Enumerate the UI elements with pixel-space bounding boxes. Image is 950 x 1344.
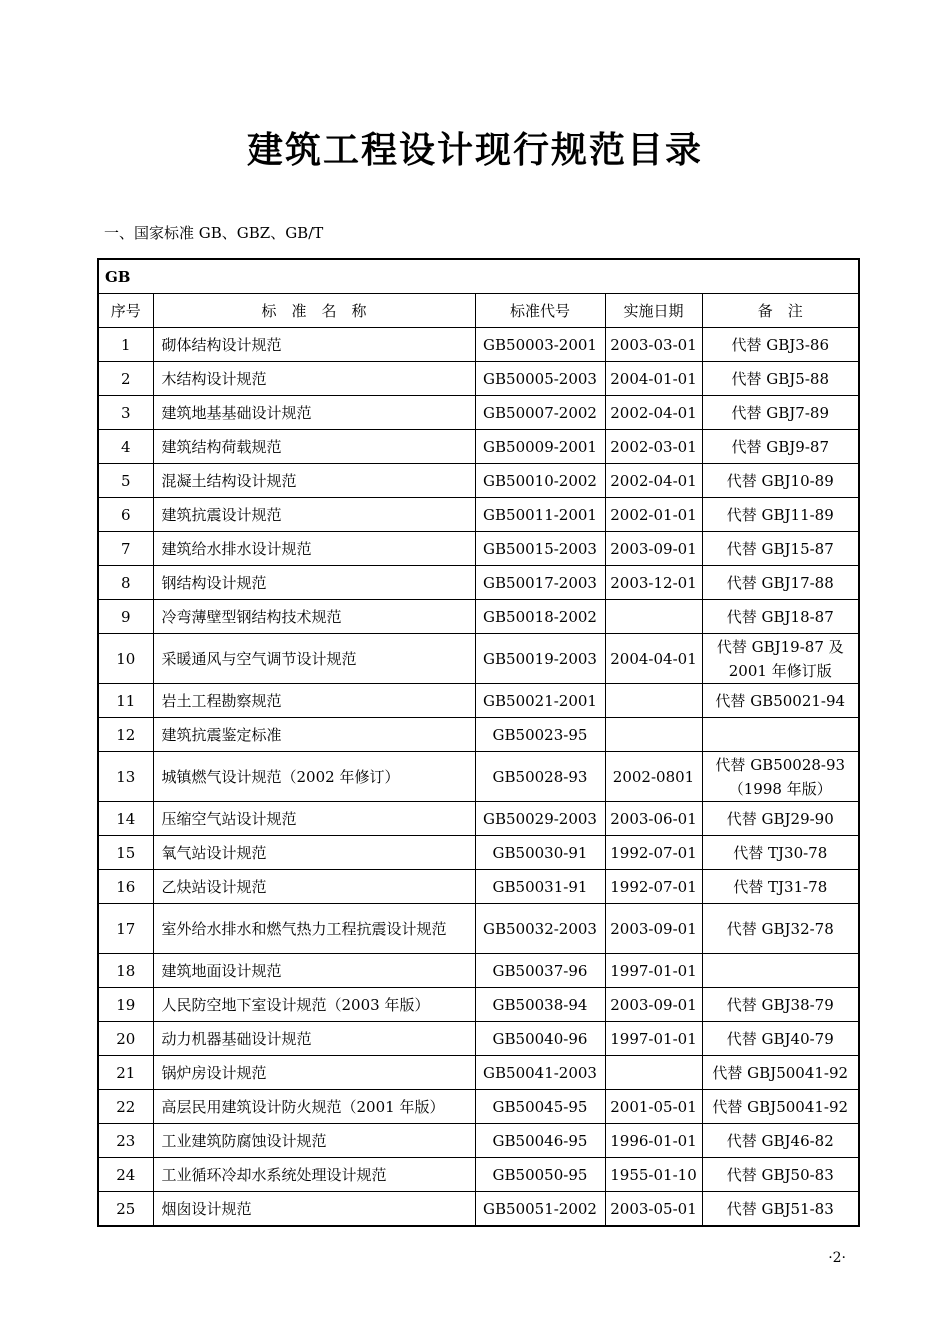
cell-no: 25	[98, 1192, 153, 1227]
cell-date: 2002-04-01	[605, 396, 702, 430]
cell-name: 钢结构设计规范	[153, 566, 475, 600]
cell-name: 室外给水排水和燃气热力工程抗震设计规范	[153, 904, 475, 954]
cell-code: GB50028-93	[475, 752, 605, 802]
cell-no: 20	[98, 1022, 153, 1056]
cell-code: GB50037-96	[475, 954, 605, 988]
table-row	[98, 988, 859, 1022]
document-title: 建筑工程设计现行规范目录	[246, 130, 703, 171]
cell-note: 代替 GBJ29-90	[702, 802, 859, 836]
cell-no: 8	[98, 566, 153, 600]
cell-name: 高层民用建筑设计防火规范（2001 年版）	[153, 1090, 475, 1124]
table-row	[98, 600, 859, 634]
cell-name: 建筑抗震设计规范	[153, 498, 475, 532]
cell-code: GB50015-2003	[475, 532, 605, 566]
table-row	[98, 802, 859, 836]
header-no: 序号	[98, 294, 153, 328]
cell-name: 建筑抗震鉴定标准	[153, 718, 475, 752]
cell-note: 代替 GBJ40-79	[702, 1022, 859, 1056]
table-row	[98, 904, 859, 954]
cell-note: 代替 GBJ7-89	[702, 396, 859, 430]
table-group-label: GB	[98, 259, 859, 294]
table-row	[98, 870, 859, 904]
table-row	[98, 1192, 859, 1227]
cell-name: 乙炔站设计规范	[153, 870, 475, 904]
cell-code: GB50051-2002	[475, 1192, 605, 1227]
cell-name: 动力机器基础设计规范	[153, 1022, 475, 1056]
header-name: 标 准 名 称	[153, 294, 475, 328]
cell-name: 砌体结构设计规范	[153, 328, 475, 362]
table-body	[98, 328, 859, 1227]
table-row	[98, 362, 859, 396]
cell-name: 木结构设计规范	[153, 362, 475, 396]
cell-code: GB50031-91	[475, 870, 605, 904]
cell-date: 2002-03-01	[605, 430, 702, 464]
page-number: ·2·	[828, 1250, 846, 1266]
cell-no: 6	[98, 498, 153, 532]
cell-name: 城镇燃气设计规范（2002 年修订）	[153, 752, 475, 802]
cell-code: GB50019-2003	[475, 634, 605, 684]
cell-date: 2002-0801	[605, 752, 702, 802]
cell-date: 2001-05-01	[605, 1090, 702, 1124]
cell-date: 2003-09-01	[605, 532, 702, 566]
cell-date: 2004-01-01	[605, 362, 702, 396]
table-row	[98, 1056, 859, 1090]
cell-code: GB50023-95	[475, 718, 605, 752]
table-row	[98, 684, 859, 718]
cell-note: 代替 GBJ15-87	[702, 532, 859, 566]
table-row	[98, 430, 859, 464]
table-row	[98, 328, 859, 362]
table-row	[98, 1124, 859, 1158]
cell-note: 代替 GBJ32-78	[702, 904, 859, 954]
cell-note: 代替 GBJ51-83	[702, 1192, 859, 1227]
cell-code: GB50018-2002	[475, 600, 605, 634]
cell-no: 2	[98, 362, 153, 396]
cell-no: 23	[98, 1124, 153, 1158]
table-row	[98, 954, 859, 988]
standards-table	[97, 258, 860, 1227]
header-code: 标准代号	[475, 294, 605, 328]
cell-note: 代替 TJ31-78	[702, 870, 859, 904]
cell-date: 1996-01-01	[605, 1124, 702, 1158]
cell-note: 代替 GBJ46-82	[702, 1124, 859, 1158]
cell-note: 代替 GBJ50-83	[702, 1158, 859, 1192]
cell-name: 建筑结构荷载规范	[153, 430, 475, 464]
cell-date: 2003-03-01	[605, 328, 702, 362]
cell-code: GB50046-95	[475, 1124, 605, 1158]
cell-name: 工业建筑防腐蚀设计规范	[153, 1124, 475, 1158]
cell-date	[605, 718, 702, 752]
cell-no: 24	[98, 1158, 153, 1192]
cell-note: 代替 GBJ17-88	[702, 566, 859, 600]
cell-note: 代替 GBJ38-79	[702, 988, 859, 1022]
table-row	[98, 718, 859, 752]
cell-code: GB50038-94	[475, 988, 605, 1022]
cell-note: 代替 GBJ3-86	[702, 328, 859, 362]
table-row	[98, 1090, 859, 1124]
cell-no: 13	[98, 752, 153, 802]
table-row	[98, 634, 859, 684]
cell-date	[605, 684, 702, 718]
cell-no: 19	[98, 988, 153, 1022]
cell-date: 2003-06-01	[605, 802, 702, 836]
cell-note: 代替 GBJ50041-92	[702, 1056, 859, 1090]
cell-name: 建筑给水排水设计规范	[153, 532, 475, 566]
cell-date: 1992-07-01	[605, 870, 702, 904]
cell-note: 代替 GBJ11-89	[702, 498, 859, 532]
cell-date: 2002-04-01	[605, 464, 702, 498]
cell-code: GB50045-95	[475, 1090, 605, 1124]
cell-no: 17	[98, 904, 153, 954]
cell-name: 冷弯薄壁型钢结构技术规范	[153, 600, 475, 634]
cell-code: GB50011-2001	[475, 498, 605, 532]
cell-code: GB50021-2001	[475, 684, 605, 718]
cell-note: 代替 TJ30-78	[702, 836, 859, 870]
cell-date: 2003-09-01	[605, 904, 702, 954]
cell-name: 岩土工程勘察规范	[153, 684, 475, 718]
cell-name: 氧气站设计规范	[153, 836, 475, 870]
cell-no: 7	[98, 532, 153, 566]
cell-date	[605, 1056, 702, 1090]
cell-name: 工业循环冷却水系统处理设计规范	[153, 1158, 475, 1192]
cell-no: 3	[98, 396, 153, 430]
cell-name: 建筑地面设计规范	[153, 954, 475, 988]
cell-name: 混凝土结构设计规范	[153, 464, 475, 498]
cell-date: 2003-12-01	[605, 566, 702, 600]
cell-code: GB50040-96	[475, 1022, 605, 1056]
cell-no: 9	[98, 600, 153, 634]
cell-no: 14	[98, 802, 153, 836]
cell-note: 代替 GBJ50041-92	[702, 1090, 859, 1124]
cell-name: 建筑地基基础设计规范	[153, 396, 475, 430]
cell-code: GB50041-2003	[475, 1056, 605, 1090]
cell-code: GB50009-2001	[475, 430, 605, 464]
cell-date: 2004-04-01	[605, 634, 702, 684]
cell-no: 21	[98, 1056, 153, 1090]
cell-date: 2003-09-01	[605, 988, 702, 1022]
cell-code: GB50050-95	[475, 1158, 605, 1192]
cell-code: GB50017-2003	[475, 566, 605, 600]
cell-note	[702, 954, 859, 988]
cell-note: 代替 GB50028-93（1998 年版）	[702, 752, 859, 802]
cell-no: 15	[98, 836, 153, 870]
cell-date: 1997-01-01	[605, 1022, 702, 1056]
cell-code: GB50032-2003	[475, 904, 605, 954]
cell-name: 锅炉房设计规范	[153, 1056, 475, 1090]
cell-no: 22	[98, 1090, 153, 1124]
cell-date: 2002-01-01	[605, 498, 702, 532]
cell-no: 12	[98, 718, 153, 752]
cell-code: GB50005-2003	[475, 362, 605, 396]
table-row	[98, 752, 859, 802]
cell-no: 18	[98, 954, 153, 988]
cell-no: 11	[98, 684, 153, 718]
cell-date	[605, 600, 702, 634]
cell-code: GB50010-2002	[475, 464, 605, 498]
cell-no: 1	[98, 328, 153, 362]
cell-no: 16	[98, 870, 153, 904]
cell-no: 4	[98, 430, 153, 464]
cell-no: 10	[98, 634, 153, 684]
table-row	[98, 396, 859, 430]
cell-note: 代替 GBJ18-87	[702, 600, 859, 634]
cell-code: GB50030-91	[475, 836, 605, 870]
header-date: 实施日期	[605, 294, 702, 328]
table-row	[98, 566, 859, 600]
cell-code: GB50003-2001	[475, 328, 605, 362]
cell-name: 采暖通风与空气调节设计规范	[153, 634, 475, 684]
cell-date: 1992-07-01	[605, 836, 702, 870]
table-row	[98, 464, 859, 498]
cell-note: 代替 GB50021-94	[702, 684, 859, 718]
cell-note: 代替 GBJ5-88	[702, 362, 859, 396]
cell-no: 5	[98, 464, 153, 498]
cell-note: 代替 GBJ9-87	[702, 430, 859, 464]
cell-code: GB50029-2003	[475, 802, 605, 836]
cell-date: 2003-05-01	[605, 1192, 702, 1227]
cell-note: 代替 GBJ19-87 及 2001 年修订版	[702, 634, 859, 684]
table-row	[98, 532, 859, 566]
table-row	[98, 1158, 859, 1192]
cell-date: 1955-01-10	[605, 1158, 702, 1192]
header-note: 备 注	[702, 294, 859, 328]
section-heading: 一、国家标准 GB、GBZ、GB/T	[104, 224, 324, 242]
cell-name: 压缩空气站设计规范	[153, 802, 475, 836]
table-row	[98, 1022, 859, 1056]
cell-code: GB50007-2002	[475, 396, 605, 430]
cell-note: 代替 GBJ10-89	[702, 464, 859, 498]
cell-name: 人民防空地下室设计规范（2003 年版）	[153, 988, 475, 1022]
table-row	[98, 836, 859, 870]
table-row	[98, 498, 859, 532]
cell-note	[702, 718, 859, 752]
cell-name: 烟囱设计规范	[153, 1192, 475, 1227]
cell-date: 1997-01-01	[605, 954, 702, 988]
